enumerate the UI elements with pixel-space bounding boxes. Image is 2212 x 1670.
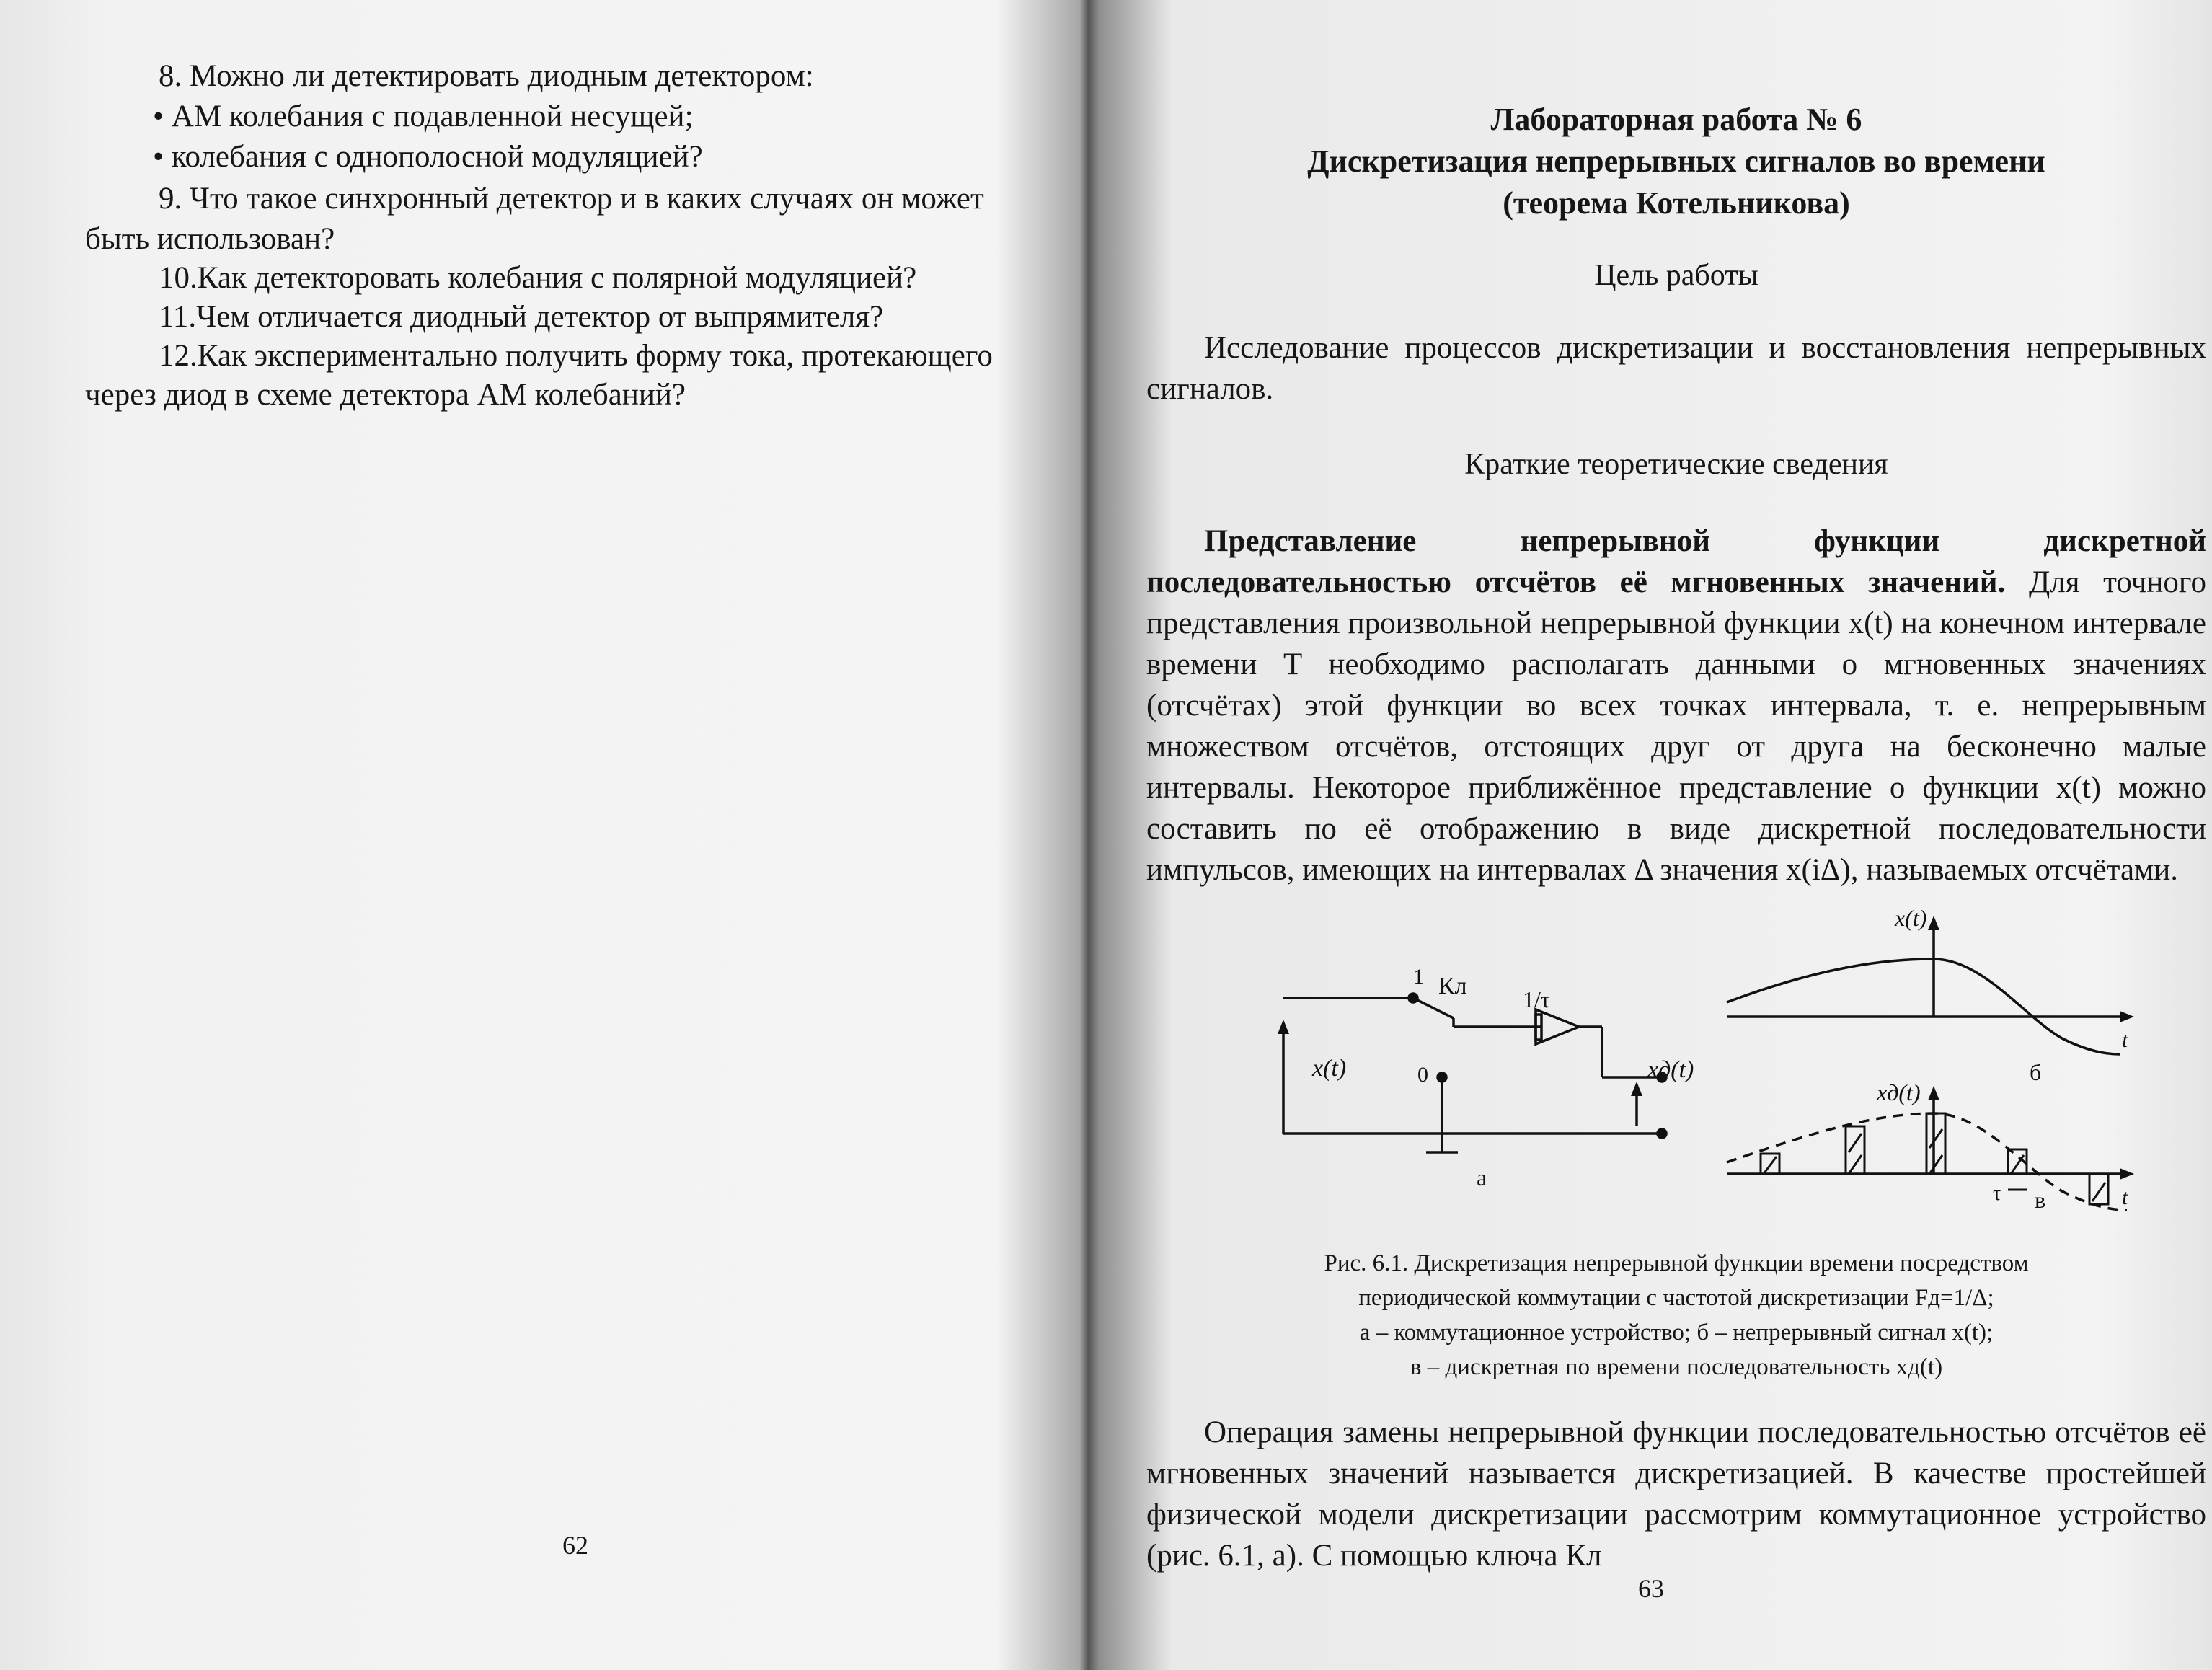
lab-subtitle: Дискретизация непрерывных сигналов во времени (1307, 143, 2045, 179)
label-graph-b-t: t (2122, 1028, 2128, 1052)
question-12: 12.Как экспериментально получить форму тока, протекающего (159, 339, 993, 373)
caption-line-1: Рис. 6.1. Дискретизация непрерывной функции времени посредством (1324, 1250, 2029, 1276)
question-8: 8. Можно ли детектировать диодным детектором: (159, 59, 814, 93)
hatch (1849, 1134, 1862, 1152)
left-page (0, 0, 1081, 1670)
question-10: 10.Как детекторовать колебания с полярной модуляцией? (159, 261, 917, 295)
label-switch-name: Кл (1438, 973, 1467, 999)
label-pulse: 1/τ (1523, 986, 1550, 1012)
switch-blade (1413, 998, 1454, 1018)
label-pos0: 0 (1417, 1063, 1428, 1087)
lab-title: Лабораторная работа № 6 (1490, 102, 1862, 137)
hatch (1929, 1129, 1942, 1148)
figure-caption (1139, 1246, 2212, 1384)
question-12-cont: через диод в схеме детектора АМ колебаний? (85, 378, 686, 412)
label-output: xд(t) (1647, 1056, 1694, 1083)
theory-heading: Краткие теоретические сведения (1464, 448, 1888, 481)
output-terminal-bottom (1658, 1129, 1666, 1138)
caption-line-4: в – дискретная по времени последовательность xд(t) (1410, 1354, 1943, 1380)
hatch (2011, 1155, 2024, 1174)
signal-curve (1727, 959, 2120, 1054)
theory-paragraph (1146, 521, 2206, 891)
question-8-bullet-2: • колебания с однополосной модуляцией? (153, 140, 703, 174)
question-8-bullet-1: • АМ колебания с подавленной несущей; (153, 100, 694, 133)
arrow-x-c (1928, 1086, 1939, 1100)
page-number-right: 63 (1638, 1574, 1664, 1603)
lab-subtitle-2: (теорема Котельникова) (1503, 185, 1850, 221)
goal-heading: Цель работы (1594, 259, 1758, 292)
label-graph-b-y: x(t) (1895, 910, 1927, 931)
label-input: x(t) (1312, 1055, 1347, 1082)
sample-2 (1846, 1126, 1864, 1174)
hatch (2092, 1183, 2105, 1201)
label-switch-pos1: 1 (1413, 965, 1424, 989)
page-number-left: 62 (562, 1531, 588, 1560)
hatch (1764, 1157, 1777, 1174)
figure-6-1 (1197, 910, 2206, 1213)
output-arrow-head (1631, 1082, 1642, 1096)
label-subfig-a: а (1477, 1165, 1487, 1190)
arrow-t-c (2120, 1168, 2134, 1180)
label-graph-c-t: t (2122, 1185, 2128, 1209)
question-9: 9. Что такое синхронный детектор и в каких случаях он может (159, 182, 984, 216)
right-page (1139, 0, 2212, 1670)
hatch (1849, 1155, 1862, 1174)
label-subfig-c: в (2035, 1187, 2046, 1213)
input-arrow-head (1278, 1020, 1289, 1034)
label-tau: τ (1993, 1183, 2001, 1205)
theory-bold-lead: Представление непрерывной функции дискретной последовательностью отсчётов её мгновенных значений. (1146, 524, 2206, 599)
closing-paragraph: Операция замены непрерывной функции последовательностью отсчётов её мгновенных значений называется дискретизацией. В качестве простейшей физической модели дискретизации рассмотрим коммутационное устройство (рис. 6.1, а). С помощью ключа Кл (1146, 1415, 2206, 1573)
arrow-t-b (2120, 1011, 2134, 1022)
continuous-signal-graph (1727, 924, 2127, 1054)
question-11: 11.Чем отличается диодный детектор от выпрямителя? (159, 300, 884, 334)
caption-line-2: периодической коммутации с частотой дискретизации Fд=1/Δ; (1358, 1285, 1994, 1311)
caption-line-3: а – коммутационное устройство; б – непрерывный сигнал x(t); (1359, 1320, 1994, 1346)
theory-text: Для точного представления произвольной непрерывной функции x(t) на конечном интервале времени T необходимо располагать данными о мгновенных значениях (отсчётах) этой функции во всех точках интервала, т. е. непрерывным множеством отсчётов, отстоящих друг от друга на бесконечно малые интервалы. Некоторое приближённое представление о функции x(t) можно составить по её отображению в виде дискретной последовательности импульсов, имеющих на интервалах Δ значения x(iΔ), называемых отсчётами. (1146, 565, 2206, 887)
hatch (1929, 1155, 1942, 1174)
label-graph-c-y: xд(t) (1877, 1079, 1921, 1105)
question-9-cont: быть использован? (85, 222, 335, 256)
arrow-x-b (1928, 916, 1939, 930)
goal-text: Исследование процессов дискретизации и восстановления непрерывных сигналов. (1146, 331, 2206, 406)
label-subfig-b: б (2030, 1059, 2042, 1085)
